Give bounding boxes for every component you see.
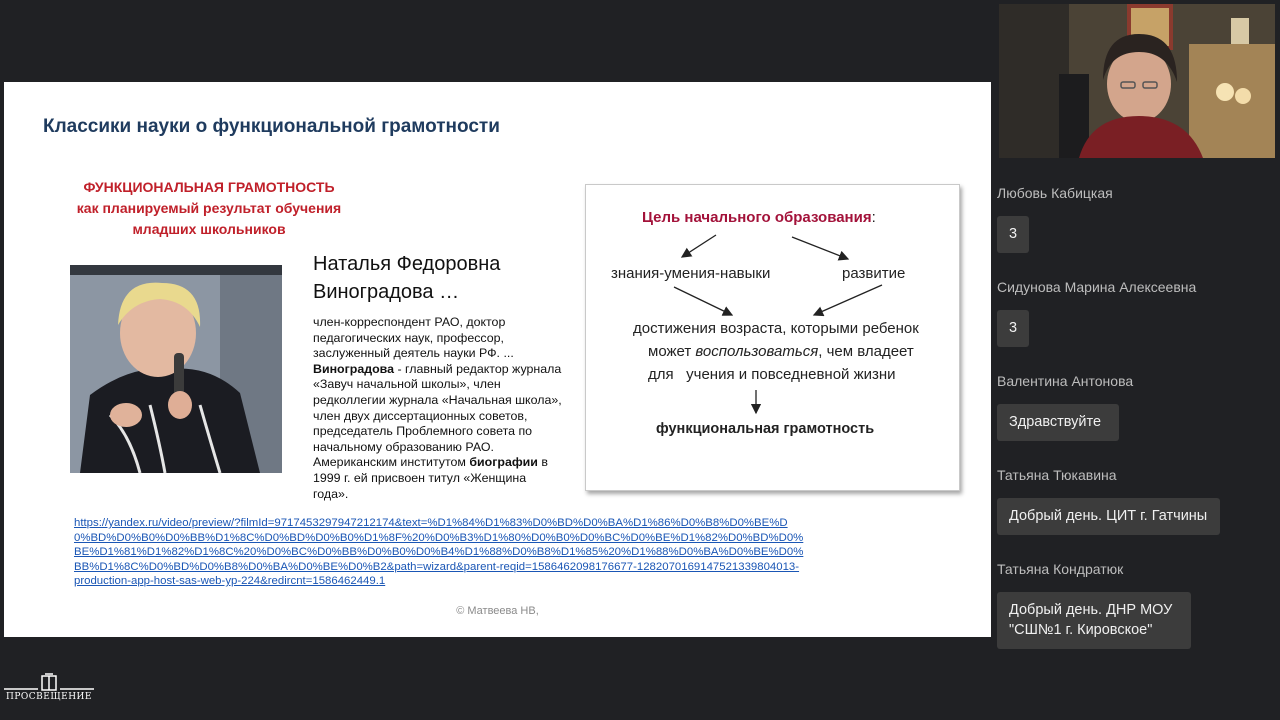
arrow-to-left-node [682,235,716,257]
heading-line: ФУНКЦИОНАЛЬНАЯ ГРАМОТНОСТЬ [83,179,335,195]
video-link[interactable]: https://yandex.ru/video/preview/?filmId=9717453297947212174&text=%D1%84%D1%83%D0%BD%D0%BA%D1%86%D0%B8%D0%BE%D0%BD%D0%B0%D0%BB%D1%8C%D0%BD%D0%B0%D1%8F%20%D0%B3%D1%80%D0%B0%D0%BC%D0%BE%D1%82%D0%BD%D0%BE%D1%81%D1%82%D1%8C%20%D0%BC%D0%BB%D0%B0%D0%B4%D1%88%D0%B8%D1%85%20%D1%88%D0%BA%D0%BE%D0%BB%D1%8C%D0%BD%D0%B8%D0%BA%D0%BE%D0%B2&path=wizard&parent-reqid=1586462098176677-1282070169147521339804013-production-app-host-sas-web-yp-224&redircnt=1586462449.1 [74,517,804,587]
prosveshchenie-logo [4,672,94,708]
diagram-line-2: может воспользоваться, чем владеет [648,343,914,360]
education-goal-diagram [585,184,960,491]
heading-line: младших школьников [132,221,286,237]
chat-author: Татьяна Тюкавина [997,467,1117,483]
chat-message: Добрый день. ЦИТ г. Гатчины [997,498,1220,535]
logo-text: ПРОСВЕЩЕНИЕ [6,692,92,702]
diagram-line-1: достижения возраста, которыми ребенок [633,320,919,337]
chat-author: Татьяна Кондратюк [997,561,1124,577]
arrow-right-to-center [814,285,882,315]
bio-text: - главный редактор журнала «Завуч начальной школы», член редколлегии журнала «Начальная школа», член двух диссертационных советов, председатель Проблемного совета по начальному образованию РАО. Американским институтом [313,361,562,470]
chat-message: 3 [997,216,1029,253]
chat-message: 3 [997,310,1029,347]
copyright: © Матвеева НВ, [456,605,539,617]
bio-text: член-корреспондент РАО, доктор педагогических наук, профессор, заслуженный деятель науки РФ. ... [313,315,514,361]
person-name [313,250,500,306]
bio-bold: Виноградова [313,361,395,376]
bio-text: в 1999 г. ей присвоен титул «Женщина года». [313,455,548,501]
webcam-video [999,4,1275,158]
diagram-line-3: для учения и повседневной жизни [648,366,896,383]
presentation-slide [4,82,991,637]
arrow-to-right-node [792,237,848,259]
slide-title: Классики науки о функциональной грамотности [43,116,500,137]
diagram-left-node: знания-умения-навыки [611,265,771,282]
chat-author: Любовь Кабицкая [997,185,1113,201]
chat-message: Здравствуйте [997,404,1119,441]
chat-message: Добрый день. ДНР МОУ "СШ№1 г. Кировское" [997,592,1191,649]
diagram-result: функциональная грамотность [656,421,875,437]
chat-author: Сидунова Марина Алексеевна [997,279,1197,295]
slide-red-heading [44,177,374,240]
bio-bold: биографии [469,455,538,470]
person-name-line: Наталья Федоровна [313,253,501,275]
heading-line: как планируемый результат обучения [76,200,342,216]
speaker-photo [70,265,282,473]
diagram-right-node: развитие [842,265,906,282]
diagram-goal-label: Цель начального образования: [642,209,876,226]
person-name-line: Виноградова … [313,281,460,303]
chat-author: Валентина Антонова [997,373,1134,389]
person-bio [313,315,563,502]
arrow-left-to-center [674,287,732,315]
